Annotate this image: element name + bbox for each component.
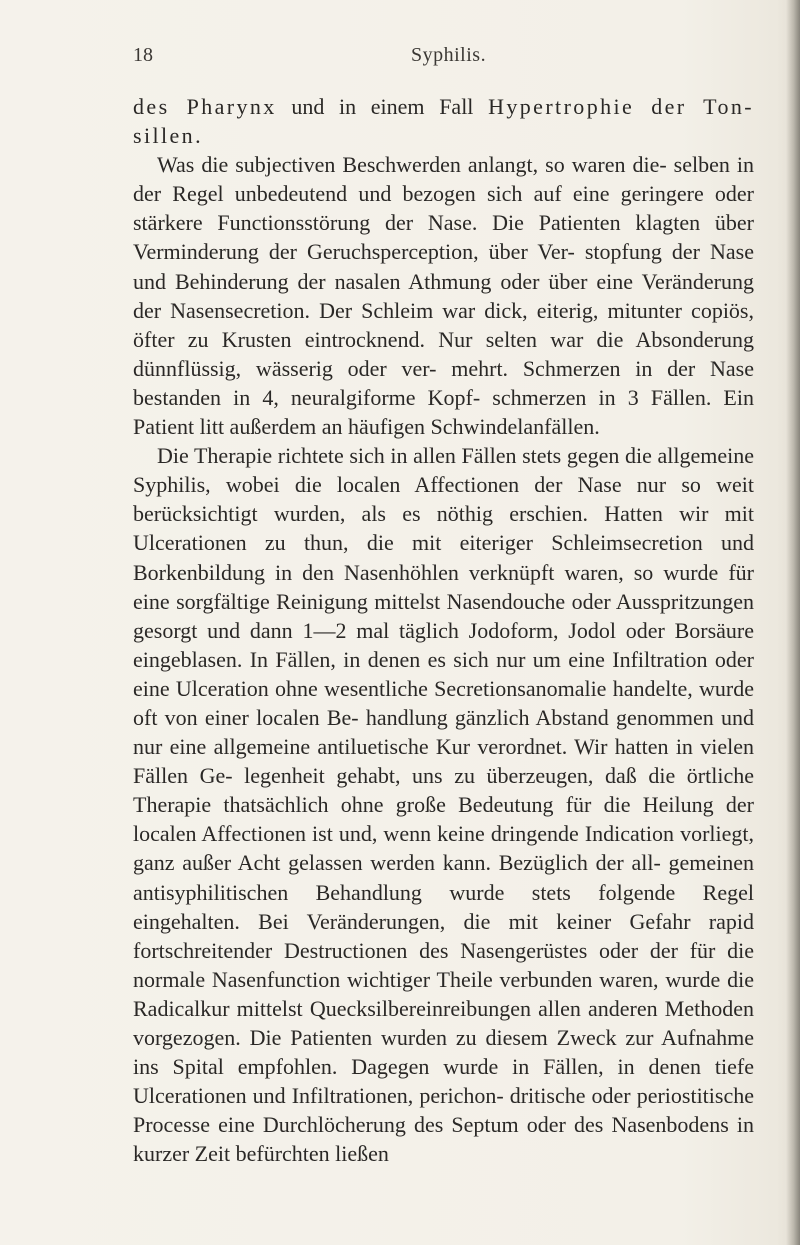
emphasis-pharynx: des Pharynx: [133, 94, 277, 119]
paragraph-subjective-complaints: Was die subjectiven Beschwerden anlangt, so waren die- selben in der Regel unbedeutend und bezogen sich auf eine geringere oder stärkere Functionsstörung der Nase. Die Patienten klagten über Verminderung der Geruchsperception, über Ver- stopfung der Nase und Behinderung der nasalen Athmung oder über eine Veränderung der Nasensecretion. Der Schleim war dick, eiterig, mitunter copiös, öfter zu Krusten eintrocknend. Nur selten war die Absonderung dünnflüssig, wässerig oder ver- mehrt. Schmerzen in der Nase bestanden in 4, neuralgiforme Kopf- schmerzen in 3 Fällen. Ein Patient litt außerdem an häufigen Schwindelanfällen.: [133, 152, 754, 440]
page-edge-shadow: [786, 0, 800, 1245]
paragraph-therapy: Die Therapie richtete sich in allen Fällen stets gegen die allgemeine Syphilis, wobei die localen Affectionen der Nase nur so weit berücksichtigt wurden, als es nöthig erschien. Hatten wir mit Ulcerationen zu thun, die mit eiteriger Schleimsecretion und Borkenbildung in den Nasenhöhlen verknüpft waren, so wurde für eine sorgfältige Reinigung mittelst Nasendouche oder Ausspritzungen gesorgt und dann 1—2 mal täglich Jodoform, Jodol oder Borsäure eingeblasen. In Fällen, in denen es sich nur um eine Infiltration oder eine Ulceration ohne wesentliche Secretionsanomalie handelte, wurde oft von einer localen Be- handlung gänzlich Abstand genommen und nur eine allgemeine antiluetische Kur verordnet. Wir hatten in vielen Fällen Ge- legenheit gehabt, uns zu überzeugen, daß die örtliche Therapie thatsächlich ohne große Bedeutung für die Heilung der localen Affectionen ist und, wenn keine dringende Indication vorliegt, ganz außer Acht gelassen werden kann. Bezüglich der all- gemeinen antisyphilitischen Behandlung wurde stets folgende Regel eingehalten. Bei Veränderungen, die mit keiner Gefahr rapid fortschreitender Destructionen des Nasengerüstes oder der für die normale Nasenfunction wichtiger Theile verbunden waren, wurde die Radicalkur mittelst Quecksilbereinreibungen allen anderen Methoden vorgezogen. Die Patienten wurden zu diesem Zweck zur Aufnahme ins Spital empfohlen. Dagegen wurde in Fällen, in denen tiefe Ulcerationen und Infiltrationen, perichon- dritische oder periostitische Processe eine Durchlöcherung des Septum oder des Nasenbodens in kurzer Zeit befürchten ließen: [133, 443, 754, 1167]
page-number: 18: [133, 44, 153, 66]
body-text: [133, 92, 754, 1168]
page-header: [133, 44, 753, 68]
paragraph-continuation: [133, 92, 754, 150]
emphasis-hypertrophie: Hypertrophie der Ton- sillen.: [133, 94, 754, 149]
continuation-middle: und in einem Fall: [276, 94, 489, 119]
running-title: Syphilis.: [411, 44, 487, 66]
